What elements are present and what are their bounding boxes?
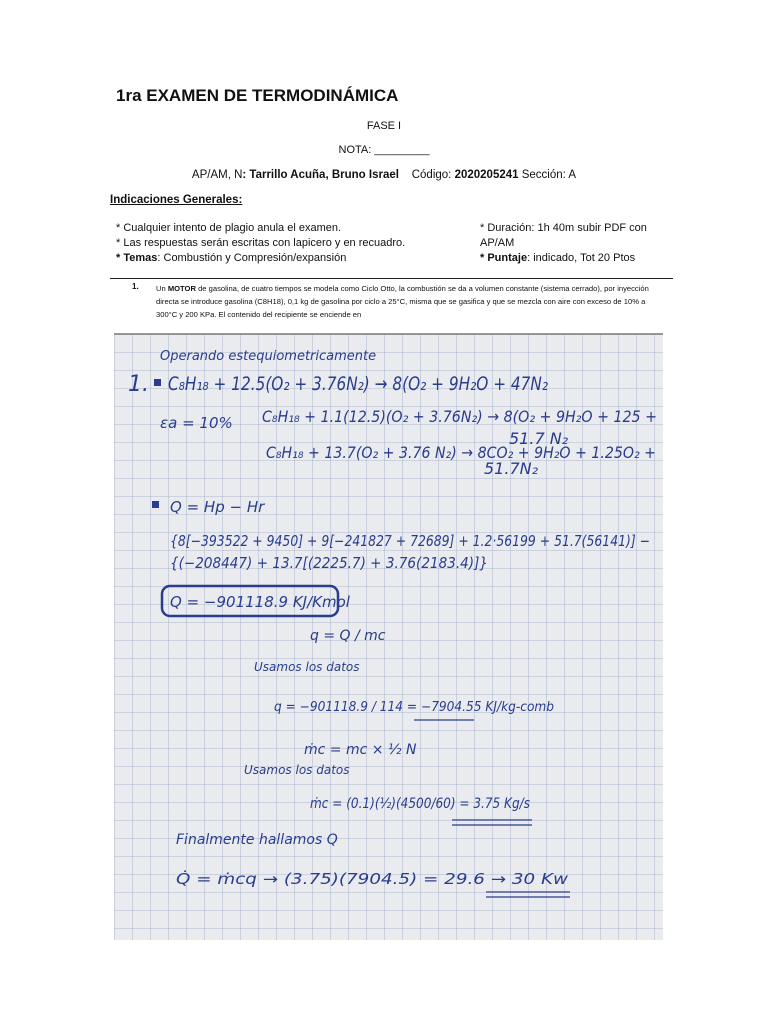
hw-line-6: 51.7N₂ [484,459,539,478]
nota-line: NOTA: _________ [338,144,430,156]
hw-line-9: {(−208447) + 13.7[(2225.7) + 3.76(2183.4)]} [170,554,488,572]
hw-line-3: C₈H₁₈ + 1.1(12.5)(O₂ + 3.76N₂) → 8(O₂ + 9H₂O + 125 + [262,407,657,426]
hw-line-2: C₈H₁₈ + 12.5(O₂ + 3.76N₂) → 8(O₂ + 9H₂O + 47N₂ [168,373,549,395]
hw-line-1: Operando estequiometricamente [160,349,377,364]
hw-line-12: Usamos los datos [254,660,360,674]
handwritten-solution-photo [114,334,663,940]
codigo-label: Código: [411,169,455,181]
divider [110,278,673,279]
question-number: 1. [132,282,139,291]
bullet-icon [154,379,161,386]
hw-line-8: {8[−393522 + 9450] + 9[−241827 + 72689] + 1.2·56199 + 51.7(56141)] − [170,532,650,550]
ap-label: AP/AM, N [191,169,243,181]
hw-line-4: 51.7 N₂ [509,429,569,448]
indicacion-puntaje: * Puntaje: indicado, Tot 20 Ptos [480,252,636,264]
indicaciones-right [480,221,680,266]
indicacion-duracion-cont: AP/AM [480,237,515,249]
hw-line-7: Q = Hp − Hr [170,498,265,516]
hw-line-2-number: 1. [128,372,149,397]
hw-line-10: Q = −901118.9 KJ/Kmol [170,593,350,611]
indicacion-lapicero: * Las respuestas serán escritas con lapicero y en recuadro. [116,237,406,249]
hw-line-18: Q̇ = ṁcq → (3.75)(7904.5) = 29.6 → 30 Kw [176,870,569,888]
student-info [0,169,768,181]
indicacion-temas: * Temas: Combustión y Compresión/expansión [116,252,347,264]
question-text: Un MOTOR de gasolina, de cuatro tiempos se modela como Ciclo Otto, la combustión se da a volumen constante (sistema cerrado), por inyección directa se introduce gasolina (C8H18), 0,1 kg de gasolina por ciclo a 25°C, misma que se gasifica y que se mezcla con aire con exceso de 10% a 300°C y 200 KPa. El contenido del recipiente se enciende en [156,284,649,319]
indicacion-duracion: * Duración: 1h 40m subir PDF con [480,222,647,234]
hw-line-3-ea: εa = 10% [160,414,233,432]
bullet-icon [152,501,159,508]
hw-line-17: Finalmente hallamos Q [176,832,338,848]
hw-line-15: Usamos los datos [244,763,350,777]
indicaciones-left [116,221,466,266]
indicacion-plagio: * Cualquier intento de plagio anula el examen. [116,222,342,234]
hw-line-5: C₈H₁₈ + 13.7(O₂ + 3.76 N₂) → 8CO₂ + 9H₂O + 1.25O₂ + [266,443,656,462]
hw-line-16: ṁc = (0.1)(½)(4500/60) = 3.75 Kg/s [310,796,530,812]
fase-label: FASE I [366,120,402,132]
indicaciones-heading: Indicaciones Generales: [110,194,243,206]
hw-line-11: q = Q / mc [310,628,386,644]
seccion: Sección: A [518,169,577,181]
exam-title: 1ra EXAMEN DE TERMODINÁMICA [116,86,399,105]
hw-line-14: ṁc = mc × ½ N [304,742,417,758]
codigo-value: 2020205241 [454,169,519,181]
hw-line-13: q = −901118.9 / 114 = −7904.55 KJ/kg-comb [274,700,554,715]
student-name: : Tarrillo Acuña, Bruno Israel [242,169,399,181]
